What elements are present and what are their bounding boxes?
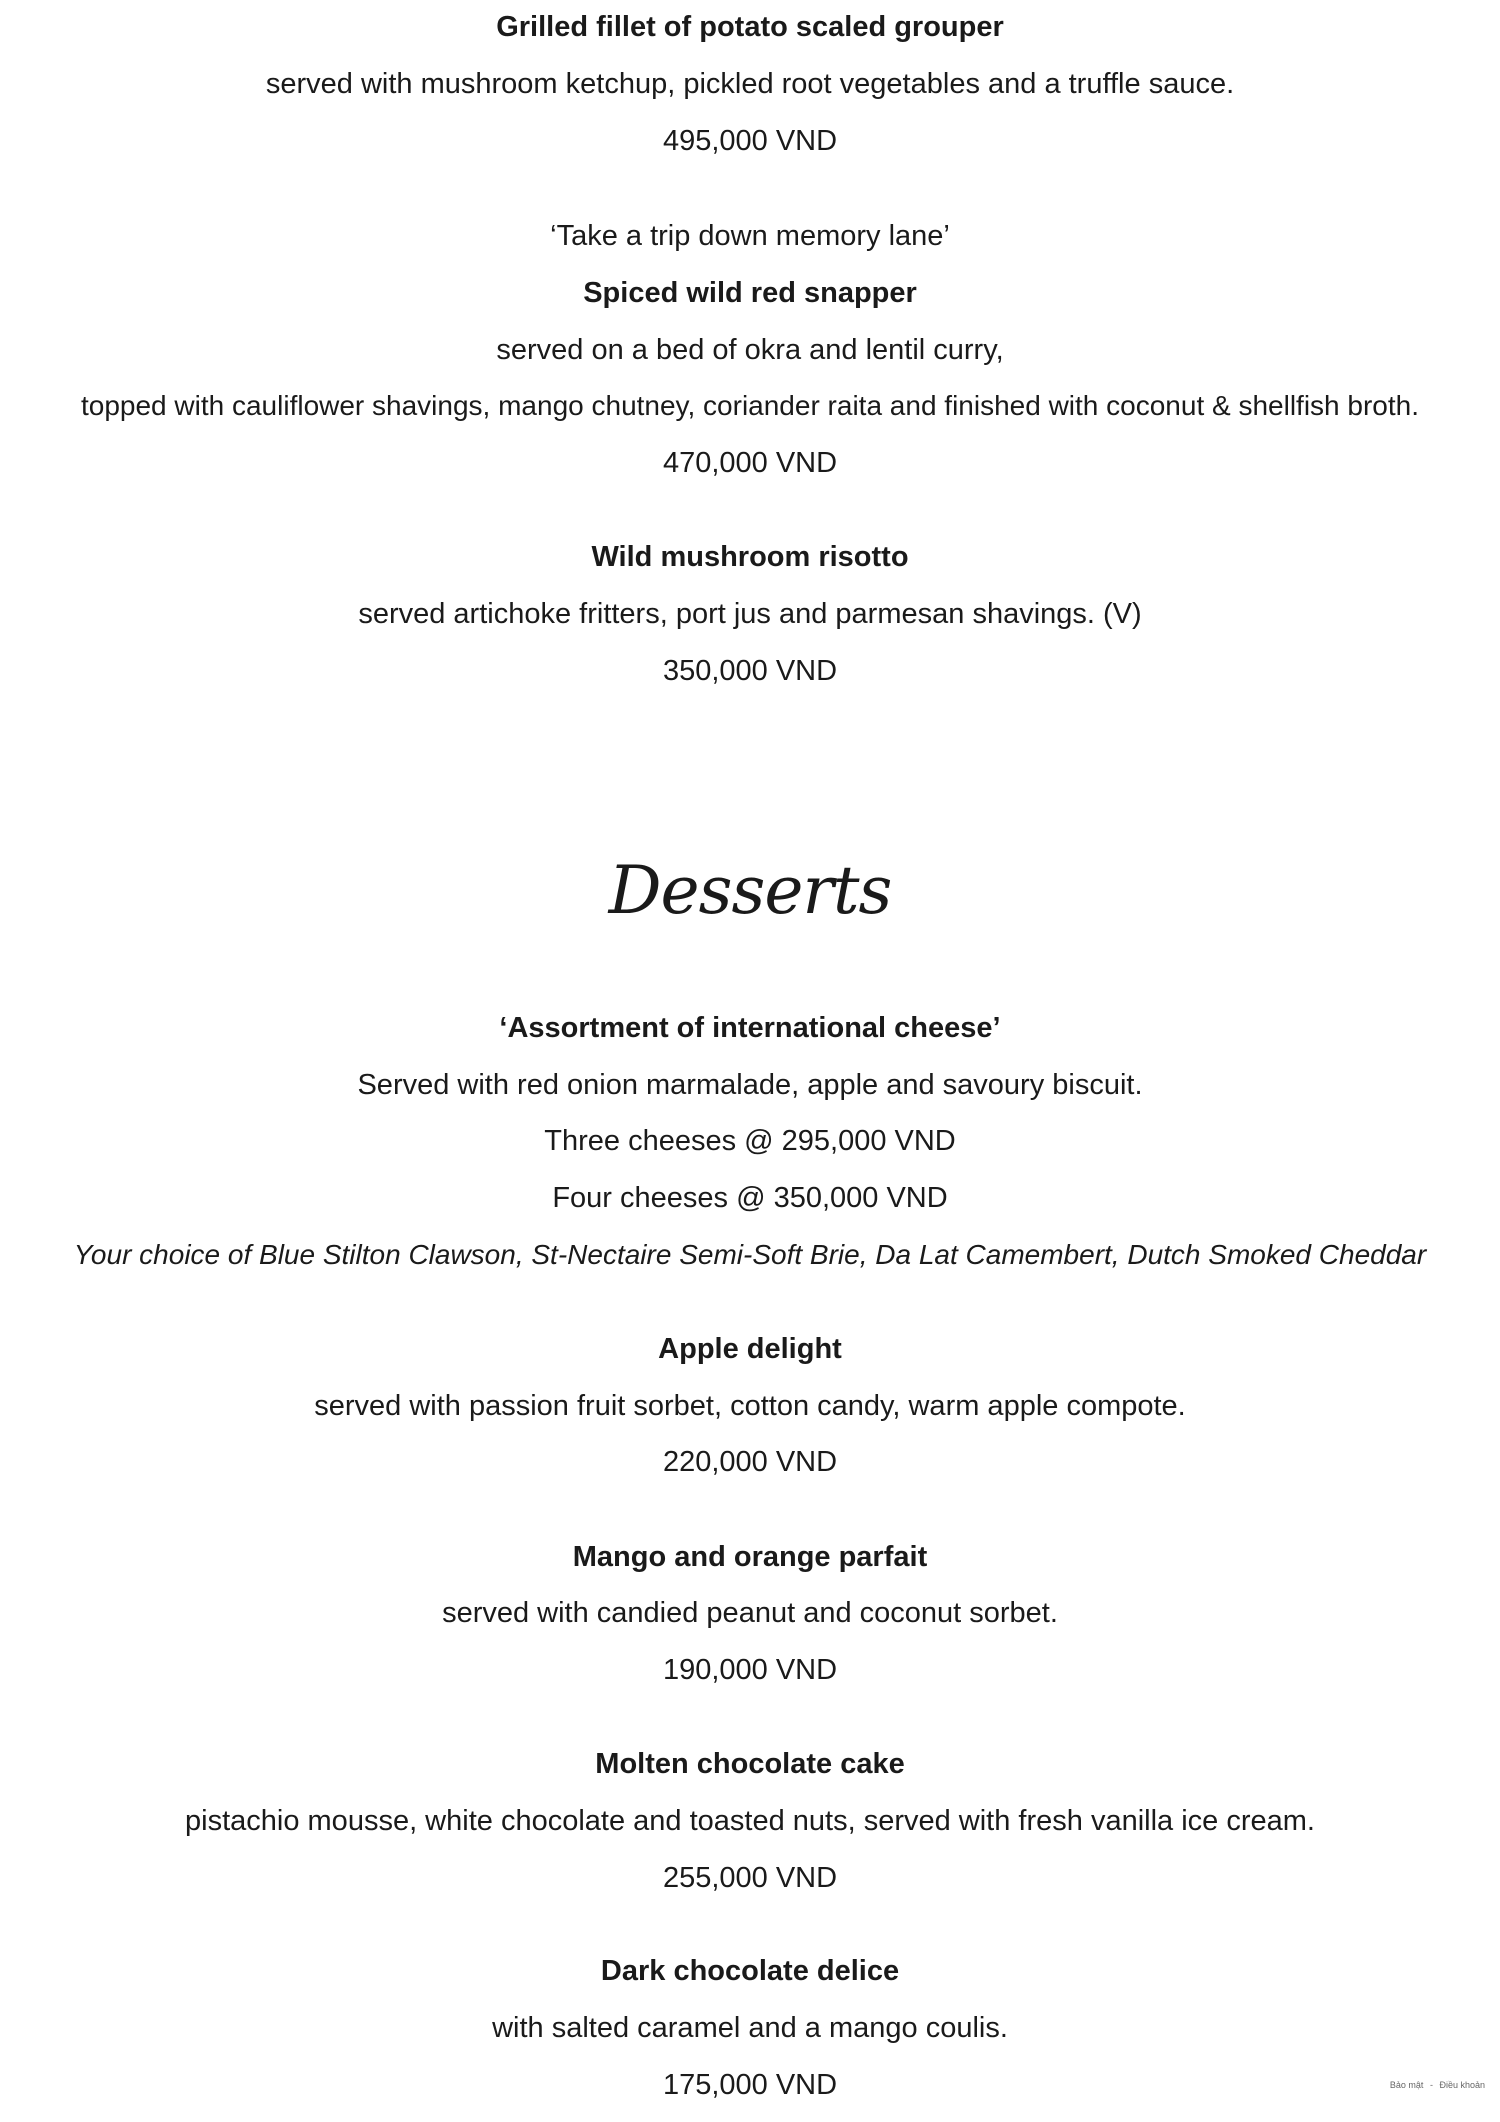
dish-price: 190,000 VND — [662, 1654, 838, 1686]
dish-name: Spiced wild red snapper — [583, 277, 917, 309]
dish-price: 220,000 VND — [662, 1446, 838, 1478]
dish-description: served on a bed of okra and lentil curry, — [496, 334, 1004, 366]
dish-name: Grilled fillet of potato scaled grouper — [496, 11, 1004, 43]
cheese-option: Four cheeses @ 350,000 VND — [552, 1182, 948, 1214]
cheese-option: Three cheeses @ 295,000 VND — [544, 1125, 956, 1157]
cheese-choice-note: Your choice of Blue Stilton Clawson, St-Nectaire Semi-Soft Brie, Da Lat Camembert, Dutch Smoked Cheddar — [73, 1239, 1427, 1270]
footer-separator: - — [1429, 2080, 1433, 2090]
dish-name: Apple delight — [658, 1333, 842, 1365]
privacy-link[interactable]: Bảo mật — [1389, 2080, 1424, 2090]
dish-name: Dark chocolate delice — [600, 1955, 900, 1987]
dish-price: 350,000 VND — [662, 655, 838, 687]
dish-name: Wild mushroom risotto — [591, 541, 909, 573]
footer-links — [1390, 2079, 1485, 2091]
dish-name: Molten chocolate cake — [595, 1748, 905, 1780]
terms-link[interactable]: Điều khoản — [1439, 2080, 1485, 2090]
dish-description: pistachio mousse, white chocolate and toasted nuts, served with fresh vanilla ice cream. — [185, 1805, 1315, 1837]
dish-price: 255,000 VND — [662, 1862, 838, 1894]
dish-name: Mango and orange parfait — [572, 1541, 928, 1573]
dish-description: topped with cauliflower shavings, mango chutney, coriander raita and finished with coconut & shellfish broth. — [80, 390, 1419, 421]
section-title-desserts: Desserts — [608, 852, 892, 929]
dish-description: served with mushroom ketchup, pickled root vegetables and a truffle sauce. — [265, 68, 1235, 100]
dish-tagline: ‘Take a trip down memory lane’ — [550, 220, 950, 252]
dish-description: Served with red onion marmalade, apple and savoury biscuit. — [357, 1069, 1143, 1101]
dish-price: 470,000 VND — [662, 447, 838, 479]
dish-description: served with passion fruit sorbet, cotton candy, warm apple compote. — [314, 1390, 1186, 1422]
dish-description: with salted caramel and a mango coulis. — [492, 2012, 1008, 2044]
dish-price: 495,000 VND — [662, 125, 838, 157]
dish-name: ‘Assortment of international cheese’ — [499, 1012, 1001, 1044]
dish-description: served with candied peanut and coconut sorbet. — [442, 1597, 1058, 1629]
dish-price: 175,000 VND — [662, 2069, 838, 2101]
dish-description: served artichoke fritters, port jus and parmesan shavings. (V) — [358, 598, 1142, 630]
